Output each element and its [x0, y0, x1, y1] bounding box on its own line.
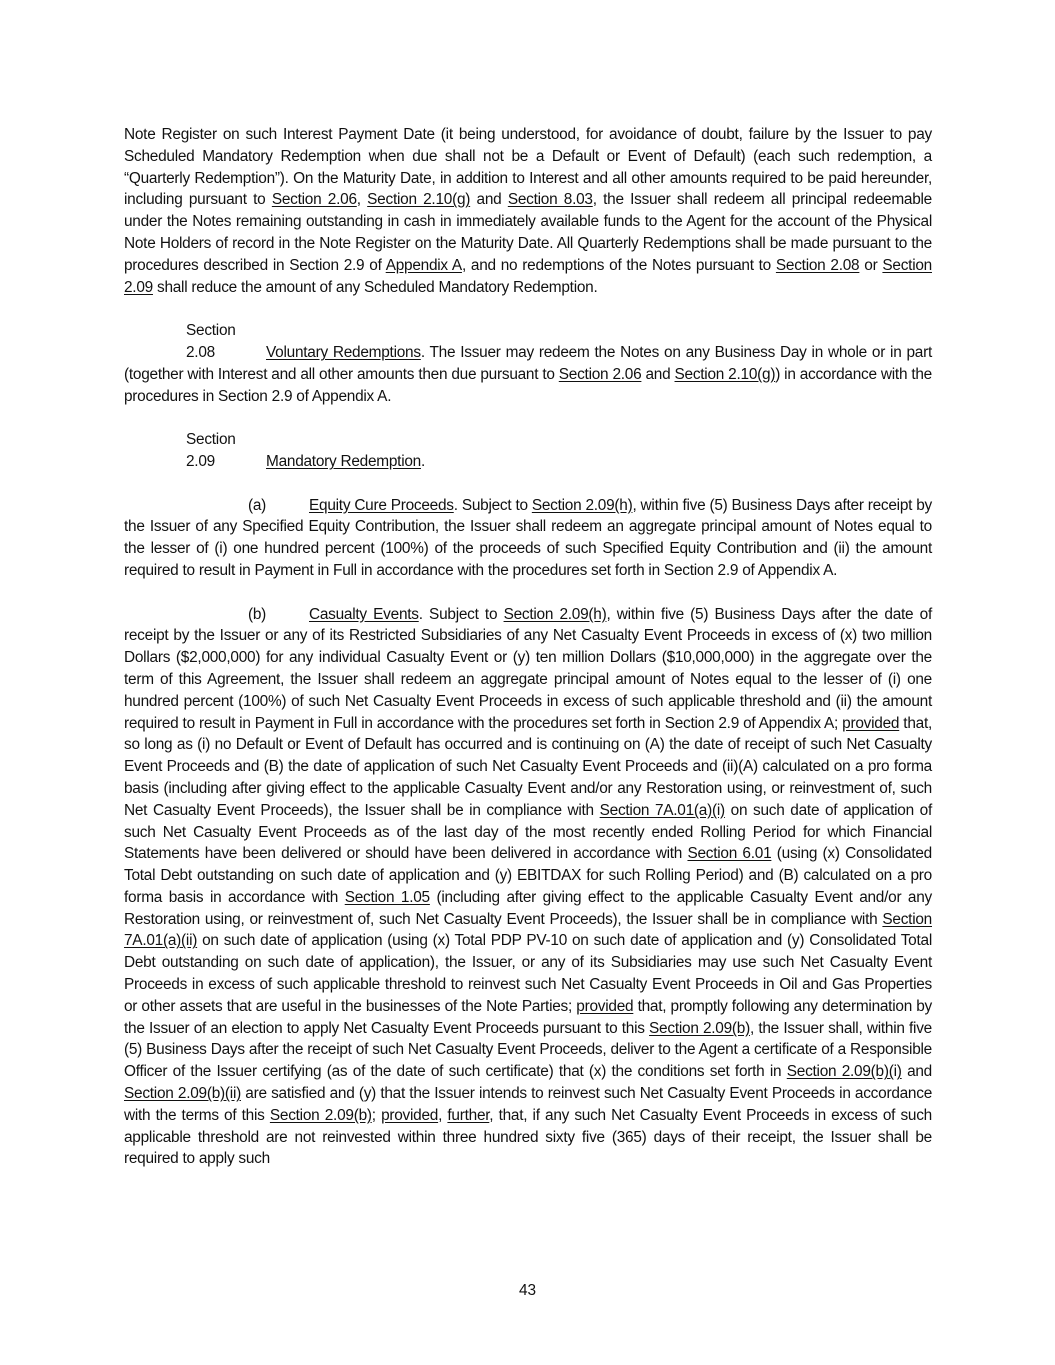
section-number: Section 2.09 [186, 431, 236, 470]
text-run: on such date of application of such Net Casualty Event Proceeds as of the last day of the most recently ended Rolling Period for which Financial Statements have been delivered or should have been delivered in accordance with [124, 801, 933, 863]
text-run: on such date of application (using (x) Total PDP PV-10 on such date of application and (y) Consolidated Total Debt outstanding on such date of application), the Issuer, or any of its Subsidiaries may use such Net Casualty Event Proceeds in excess of such applicable threshold to reinvest such Net Casualty Event Proceeds in Oil and Gas Properties or other assets that are useful in the businesses of the Note Parties; [124, 932, 932, 1015]
text-run: , the Issuer shall redeem all principal redeemable under the Notes remaining outstanding in cash in immediately available funds to the Agent for the account of the Physical Note Holders of record in the Note Register on the Maturity Date. All Quarterly Redemptions shall be made pursuant to the procedures described in Section 2.9 of [124, 191, 932, 274]
text-run: (using (x) Consolidated Total Debt outstanding on such date of application and (y) EBITDAX for such Rolling Period) and (B) calculated on a pro forma basis in accordance with [124, 845, 932, 906]
cross-reference: Section 2.09 [124, 256, 932, 296]
cross-reference: Section 2.08 [775, 256, 860, 274]
cross-reference: Section 2.06 [558, 365, 642, 383]
cross-reference: Section 2.09(h) [503, 605, 607, 623]
text-run: and [641, 365, 675, 383]
cross-reference: Section 2.09(h) [531, 496, 633, 514]
paragraph-spacer [124, 298, 932, 320]
paragraph-quarterly-redemption [124, 124, 932, 298]
clause-b-casualty-events [124, 604, 932, 1171]
clause-label: (b) [248, 605, 267, 623]
cross-reference: Section 2.10(g) [367, 191, 471, 209]
cross-reference: Section 2.06 [271, 191, 357, 209]
document-page [124, 124, 932, 1170]
cross-reference: Section 1.05 [344, 888, 430, 906]
text-run: , within five (5) Business Days after the date of receipt by the Issuer or any of its Restricted Subsidiaries of any Net Casualty Event Proceeds in excess of (x) two million Dollars ($2,000,000) for any individual Casualty Event or (y) ten million Dollars ($10,000,000) in the aggregate over the term of this Agreement, the Issuer shall redeem an aggregate principal amount of Notes equal to the lesser of (i) one hundred percent (100%) of such Net Casualty Event Proceeds in excess of such applicable threshold and (ii) the amount required to result in Payment in Full in accordance with the procedures set forth in Section 2.9 of Appendix A; [124, 605, 932, 732]
text-run: , and no redemptions of the Notes pursuant to [461, 256, 776, 274]
cross-reference: Section 2.09(b) [269, 1106, 372, 1124]
text-run: and [901, 1063, 932, 1081]
text-run: . The Issuer may redeem the Notes on any Business Day in whole or in part (together with Interest and all other amounts then due pursuant to [124, 343, 932, 383]
cross-reference: Section 7A.01(a)(ii) [124, 910, 932, 950]
text-run: that, so long as (i) no Default or Event of Default has occurred and is continuing on (A) the date of receipt of such Net Casualty Event Proceeds and (B) the date of application of such Net Casualty Event Proceeds and (ii)(A) calculated on a pro forma basis (including after giving effect to the applicable Casualty Event and/or any Restoration using, or reinvestment of, such Net Casualty Event Proceeds), the Issuer shall be in compliance with [124, 714, 932, 819]
section-title: Voluntary Redemptions [266, 343, 421, 361]
text-run: Note Register on such Interest Payment Date (it being understood, for avoidance of doubt, failure by the Issuer to pay Scheduled Mandatory Redemption when due shall not be a Default or Event of Default) (each such redemption, a “Quarterly Redemption”). On the Maturity Date, in addition to Interest and all other amounts required to be paid hereunder, including pursuant to [124, 126, 932, 209]
cross-reference: Section 8.03 [507, 191, 593, 209]
text-run: . [420, 452, 426, 470]
clause-label: (a) [248, 496, 267, 514]
text-run: , the Issuer shall, within five (5) Business Days after the receipt of such Net Casualty Event Proceeds, deliver to the Agent a certificate of a Responsible Officer of the Issuer certifying (as of the date of such certificate) that (x) the conditions set forth in [124, 1019, 932, 1081]
text-run: , within five (5) Business Days after receipt by the Issuer of any Specified Equity Contribution, the Issuer shall redeem an aggregate principal amount of Notes equal to the lesser of (i) one hundred percent (100%) of the proceeds of such Specified Equity Contribution and (ii) the amount required to result in Payment in Full in accordance with the procedures set forth in Section 2.9 of Appendix A. [124, 496, 932, 579]
text-run: are satisfied and (y) that the Issuer intends to reinvest such Net Casualty Event Proceeds in accordance with the terms of this [124, 1085, 932, 1124]
cross-reference: Appendix A [385, 256, 462, 274]
section-2-08-voluntary-redemptions [124, 320, 932, 407]
clause-title: Equity Cure Proceeds [309, 496, 454, 514]
cross-reference: Section 2.09(b) [649, 1019, 750, 1037]
text-run: , [356, 191, 368, 209]
defined-term-further: further [447, 1106, 490, 1124]
paragraph-spacer [124, 582, 932, 604]
cross-reference: Section 2.09(b)(i) [786, 1063, 902, 1081]
text-run: , that, if any such Net Casualty Event Proceeds in excess of such applicable threshold are not reinvested within three hundred sixty five (365) days of their receipt, the Issuer shall be required to apply such [124, 1106, 932, 1168]
defined-term-provided: provided [576, 997, 634, 1015]
cross-reference: Section 7A.01(a)(i) [599, 801, 725, 819]
paragraph-spacer [124, 473, 932, 495]
cross-reference: Section 6.01 [687, 845, 772, 863]
defined-term-provided: provided [842, 714, 900, 732]
text-run: and [470, 191, 508, 209]
section-number: Section 2.08 [186, 322, 236, 361]
text-run: that, promptly following any determination by the Issuer of an election to apply Net Casualty Event Proceeds pursuant to this [124, 997, 933, 1037]
text-run: . Subject to [453, 496, 532, 514]
text-run: (including after giving effect to the applicable Casualty Event and/or any Restoration using, or reinvestment of, such Net Casualty Event Proceeds), the Issuer shall be in compliance with [124, 888, 932, 928]
text-run: , [438, 1106, 448, 1124]
cross-reference: Section 2.09(b)(ii) [124, 1085, 241, 1103]
page-number: 43 [518, 1282, 537, 1299]
text-run: . Subject to [418, 605, 504, 623]
cross-reference: Section 2.10(g) [674, 365, 776, 383]
text-run: shall reduce the amount of any Scheduled Mandatory Redemption. [152, 278, 598, 296]
section-title: Mandatory Redemption [266, 452, 421, 470]
text-run: ; [371, 1106, 382, 1124]
paragraph-spacer [124, 407, 932, 429]
text-run: ) in accordance with the procedures in Section 2.9 of Appendix A. [124, 365, 932, 405]
clause-title: Casualty Events [309, 605, 419, 623]
clause-a-equity-cure-proceeds [124, 495, 932, 582]
section-2-09-mandatory-redemption [124, 429, 932, 473]
text-run: or [859, 256, 883, 274]
defined-term-provided: provided [381, 1106, 439, 1124]
